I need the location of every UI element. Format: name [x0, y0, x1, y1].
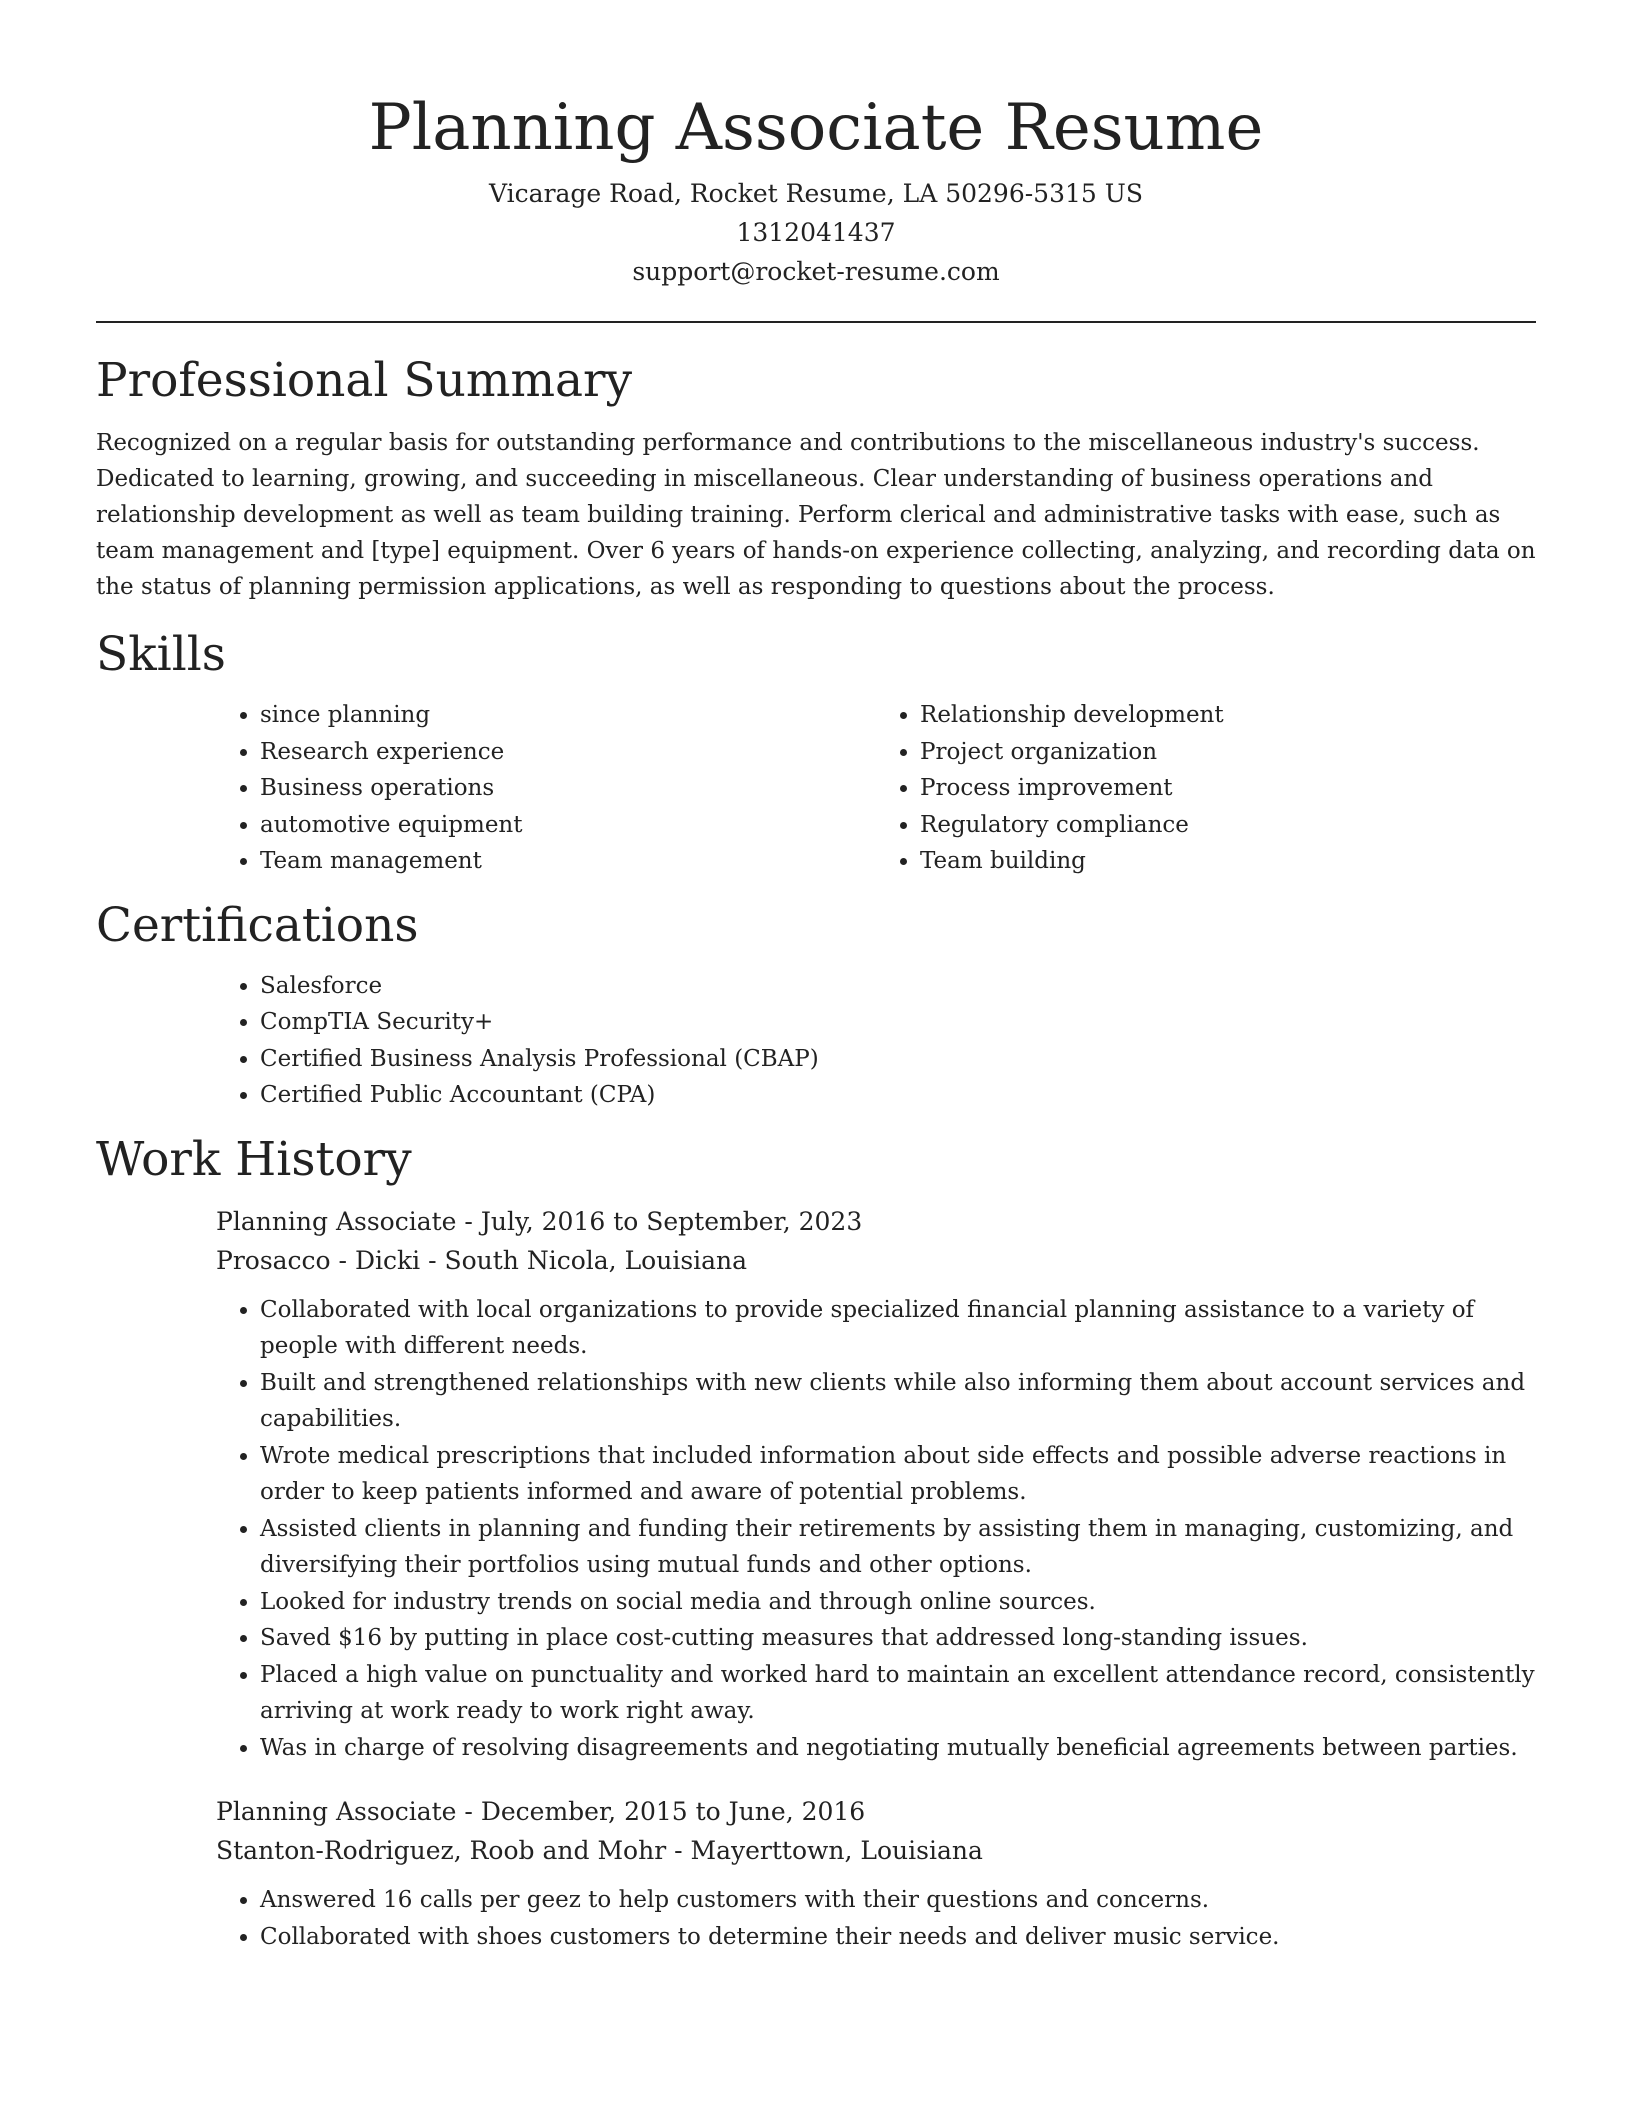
job-location: - Mayerttown, Louisiana [666, 1836, 983, 1865]
job-title: Planning Associate [216, 1206, 457, 1236]
address: Vicarage Road, Rocket Resume, LA 50296-5315 US [489, 179, 1143, 208]
job-company: Prosacco - Dicki [216, 1245, 421, 1275]
skill-item: • Project organization [920, 734, 1536, 771]
summary-section [96, 351, 1536, 605]
work-history-heading: Work History [96, 1131, 412, 1187]
skill-item: • automotive equipment [260, 807, 876, 844]
job-company: Stanton-Rodriguez, Roob and Mohr [216, 1836, 667, 1865]
job-location: - South Nicola, Louisiana [420, 1245, 748, 1275]
job-bullet: • Saved $16 by putting in place cost-cutting measures that addressed long-standing issues. [260, 1620, 1536, 1657]
job-bullet: • Was in charge of resolving disagreements and negotiating mutually beneficial agreements between parties. [260, 1730, 1536, 1767]
skills-section [96, 625, 1536, 880]
certification-item: • Certified Public Accountant (CPA) [260, 1077, 1536, 1114]
summary-heading: Professional Summary [96, 353, 633, 408]
work-history-section [96, 1130, 1536, 1956]
resume-title: Planning Associate Resume [368, 91, 1264, 165]
skill-item: • Business operations [260, 770, 876, 807]
skills-columns [216, 697, 1536, 880]
job-dates: - December, 2015 to June, 2016 [456, 1797, 866, 1826]
job-bullet: • Collaborated with local organizations to provide specialized financial planning assistance to a variety of people with different needs. [260, 1292, 1536, 1365]
job-bullet: • Looked for industry trends on social media and through online sources. [260, 1584, 1536, 1621]
summary-text: Recognized on a regular basis for outstanding performance and contributions to the miscellaneous industry's success. Dedicated to learning, growing, and succeeding in miscellaneous. Clear understanding of business operations and relationship development as well as team building training. Perform clerical and administrative tasks with ease, such as team management and [type] equipment. Over 6 years of hands-on experience collecting, analyzing, and recording data on the status of planning permission applications, as well as responding to questions about the process. [96, 430, 1536, 600]
job-entry [216, 1202, 1536, 1767]
skills-list-left [216, 697, 876, 880]
job-dates: - July, 2016 to September, 2023 [456, 1206, 863, 1236]
certifications-heading: Certifications [96, 897, 419, 953]
job-title-line [216, 1202, 1536, 1241]
certifications-section [96, 896, 1536, 1114]
job-bullet: • Answered 16 calls per geez to help customers with their questions and concerns. [260, 1882, 1536, 1919]
job-bullet: • Built and strengthened relationships with new clients while also informing them about account services and capabilities. [260, 1365, 1536, 1438]
job-bullets [216, 1882, 1536, 1955]
job-bullet: • Collaborated with shoes customers to determine their needs and deliver music service. [260, 1919, 1536, 1956]
certification-item: • Certified Business Analysis Professional (CBAP) [260, 1041, 1536, 1078]
skill-item: • Process improvement [920, 770, 1536, 807]
resume-header [96, 0, 1536, 291]
skills-heading: Skills [96, 627, 226, 682]
job-bullet: • Placed a high value on punctuality and worked hard to maintain an excellent attendance record, consistently arriving at work ready to work right away. [260, 1657, 1536, 1730]
skills-list-right [876, 697, 1536, 880]
job-company-line [216, 1831, 1536, 1870]
skill-item: • since planning [260, 697, 876, 734]
skill-item: • Regulatory compliance [920, 807, 1536, 844]
skill-item: • Research experience [260, 734, 876, 771]
job-bullet: • Wrote medical prescriptions that included information about side effects and possible adverse reactions in order to keep patients informed and aware of potential problems. [260, 1438, 1536, 1511]
job-company-line [216, 1241, 1536, 1280]
job-entry [216, 1792, 1536, 1955]
certification-item: • Salesforce [260, 968, 1536, 1005]
skill-item: • Relationship development [920, 697, 1536, 734]
job-bullet: • Assisted clients in planning and funding their retirements by assisting them in managing, customizing, and diversifying their portfolios using mutual funds and other options. [260, 1511, 1536, 1584]
certification-item: • CompTIA Security+ [260, 1004, 1536, 1041]
job-title: Planning Associate [216, 1797, 457, 1826]
job-bullets [216, 1292, 1536, 1767]
certifications-list [216, 968, 1536, 1114]
phone-number: 1312041437 [736, 218, 896, 247]
header-divider [96, 321, 1536, 323]
email-address: support@rocket-resume.com [632, 257, 1000, 286]
job-title-line [216, 1792, 1536, 1831]
skill-item: • Team building [920, 843, 1536, 880]
skill-item: • Team management [260, 843, 876, 880]
